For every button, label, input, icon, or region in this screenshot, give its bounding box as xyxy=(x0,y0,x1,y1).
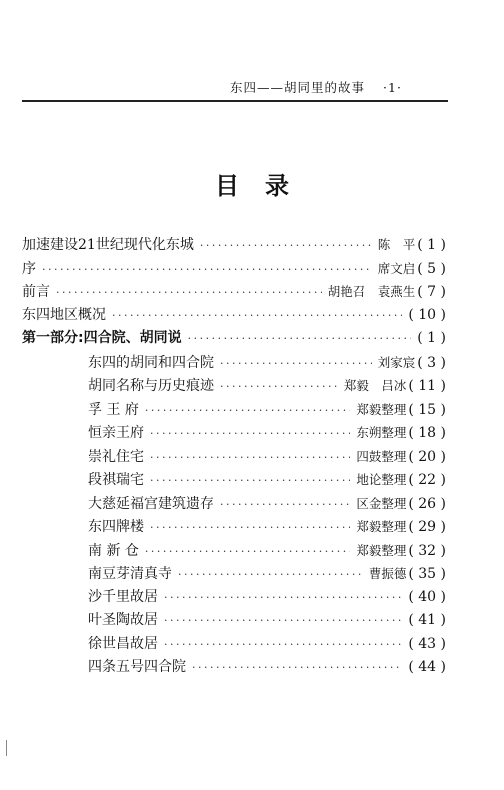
toc-entry-author: 席文启 xyxy=(377,260,416,276)
scan-mark xyxy=(6,740,7,756)
toc-entry-title: 南豆芽清真寺 xyxy=(88,566,172,582)
toc-entry[interactable] xyxy=(22,445,446,469)
toc-entry[interactable] xyxy=(22,233,446,257)
toc-entry-author: 郑毅整理 xyxy=(356,519,407,534)
toc-entry-author: 刘家宸 xyxy=(377,354,416,370)
dot-leader xyxy=(150,422,350,446)
toc-entry-title: 叶圣陶故居 xyxy=(88,612,158,628)
table-of-contents xyxy=(22,233,446,680)
toc-entry-page: ( 18 ) xyxy=(408,425,446,441)
dot-leader xyxy=(188,327,412,351)
toc-entry[interactable] xyxy=(22,468,446,492)
toc-entry-author: 四鼓整理 xyxy=(356,448,407,464)
toc-entry[interactable] xyxy=(22,539,446,563)
toc-entry-title: 前言 xyxy=(22,284,50,300)
dot-leader xyxy=(150,446,350,470)
toc-entry-author: 胡艳召 袁燕生 xyxy=(327,284,416,299)
toc-entry-page: ( 32 ) xyxy=(408,542,446,559)
toc-entry-page: ( 1 ) xyxy=(417,330,446,346)
dot-leader xyxy=(150,469,350,493)
toc-entry-title: 南 新 仓 xyxy=(88,542,139,559)
toc-entry-page: ( 40 ) xyxy=(408,588,446,605)
toc-entry-author: 区金整理 xyxy=(356,495,407,511)
toc-entry-author: 曹振德 xyxy=(368,566,407,581)
toc-entry-page: ( 11 ) xyxy=(408,378,446,394)
running-header-title: 东四——胡同里的故事 xyxy=(230,80,366,95)
toc-entry[interactable] xyxy=(22,656,446,680)
dot-leader xyxy=(164,586,402,610)
dot-leader xyxy=(150,516,350,540)
toc-entry-page: ( 22 ) xyxy=(408,472,446,488)
toc-entry[interactable] xyxy=(22,351,446,375)
dot-leader xyxy=(220,375,338,399)
dot-leader xyxy=(220,493,350,517)
toc-entry[interactable] xyxy=(22,280,446,304)
toc-entry[interactable] xyxy=(22,609,446,633)
toc-entry-page: ( 7 ) xyxy=(417,284,446,300)
dot-leader xyxy=(200,234,372,258)
toc-entry-page: ( 44 ) xyxy=(408,659,446,675)
toc-entry-title: 大慈延福宫建筑遗存 xyxy=(88,495,214,512)
toc-entry-author: 郑毅整理 xyxy=(356,542,407,558)
toc-entry-title: 胡同名称与历史痕迹 xyxy=(88,378,214,394)
toc-entry-title: 第一部分:四合院、胡同说 xyxy=(22,330,182,346)
dot-leader xyxy=(145,399,350,423)
toc-entry-title: 孚 王 府 xyxy=(88,401,139,418)
toc-entry-page: ( 26 ) xyxy=(408,495,446,512)
header-rule xyxy=(22,100,448,102)
dot-leader xyxy=(112,304,402,328)
toc-entry-page: ( 35 ) xyxy=(408,566,446,582)
toc-entry-page: ( 3 ) xyxy=(417,354,446,371)
toc-entry[interactable] xyxy=(22,562,446,586)
toc-entry-title: 四条五号四合院 xyxy=(88,659,186,675)
dot-leader xyxy=(42,258,372,282)
toc-entry[interactable] xyxy=(22,492,446,516)
toc-entry-title: 加速建设21世纪现代化东城 xyxy=(22,237,194,253)
dot-leader xyxy=(164,633,402,657)
toc-entry-page: ( 10 ) xyxy=(408,306,446,323)
toc-entry-title: 东四地区概况 xyxy=(22,306,106,323)
toc-entry-title: 段祺瑞宅 xyxy=(88,472,144,488)
dot-leader xyxy=(164,609,402,633)
toc-entry[interactable] xyxy=(22,374,446,398)
toc-entry-author: 东朔整理 xyxy=(356,425,407,440)
toc-entry-author: 地论整理 xyxy=(356,472,407,487)
toc-entry-page: ( 41 ) xyxy=(408,612,446,628)
toc-entry[interactable] xyxy=(22,304,446,328)
toc-entry-title: 东四牌楼 xyxy=(88,519,144,535)
dot-leader xyxy=(145,540,350,564)
toc-entry-title: 恒亲王府 xyxy=(88,425,144,441)
toc-entry-title: 崇礼住宅 xyxy=(88,448,144,465)
toc-entry[interactable] xyxy=(22,398,446,422)
toc-entry[interactable] xyxy=(22,327,446,351)
toc-entry-title: 序 xyxy=(22,260,36,277)
toc-entry[interactable] xyxy=(22,421,446,445)
toc-entry-title: 沙千里故居 xyxy=(88,588,158,605)
toc-entry-page: ( 5 ) xyxy=(417,260,446,277)
toc-entry[interactable] xyxy=(22,633,446,657)
dot-leader xyxy=(220,352,372,376)
running-header-page-number: ·1· xyxy=(383,80,402,95)
toc-entry-author: 陈 平 xyxy=(377,237,416,252)
toc-entry-title: 东四的胡同和四合院 xyxy=(88,354,214,371)
dot-leader xyxy=(192,656,402,680)
page-title: 目录 xyxy=(215,172,315,200)
toc-entry-author: 郑毅 吕冰 xyxy=(343,378,407,393)
toc-entry-author: 郑毅整理 xyxy=(356,401,407,417)
toc-entry-page: ( 20 ) xyxy=(408,448,446,465)
toc-entry[interactable] xyxy=(22,586,446,610)
dot-leader xyxy=(178,563,363,587)
toc-entry-page: ( 1 ) xyxy=(417,237,446,253)
toc-entry-title: 徐世昌故居 xyxy=(88,635,158,652)
running-header xyxy=(230,78,402,96)
dot-leader xyxy=(56,281,322,305)
toc-entry-page: ( 15 ) xyxy=(408,401,446,418)
toc-entry-page: ( 29 ) xyxy=(408,519,446,535)
toc-entry[interactable] xyxy=(22,515,446,539)
toc-entry[interactable] xyxy=(22,257,446,281)
toc-entry-page: ( 43 ) xyxy=(408,635,446,652)
